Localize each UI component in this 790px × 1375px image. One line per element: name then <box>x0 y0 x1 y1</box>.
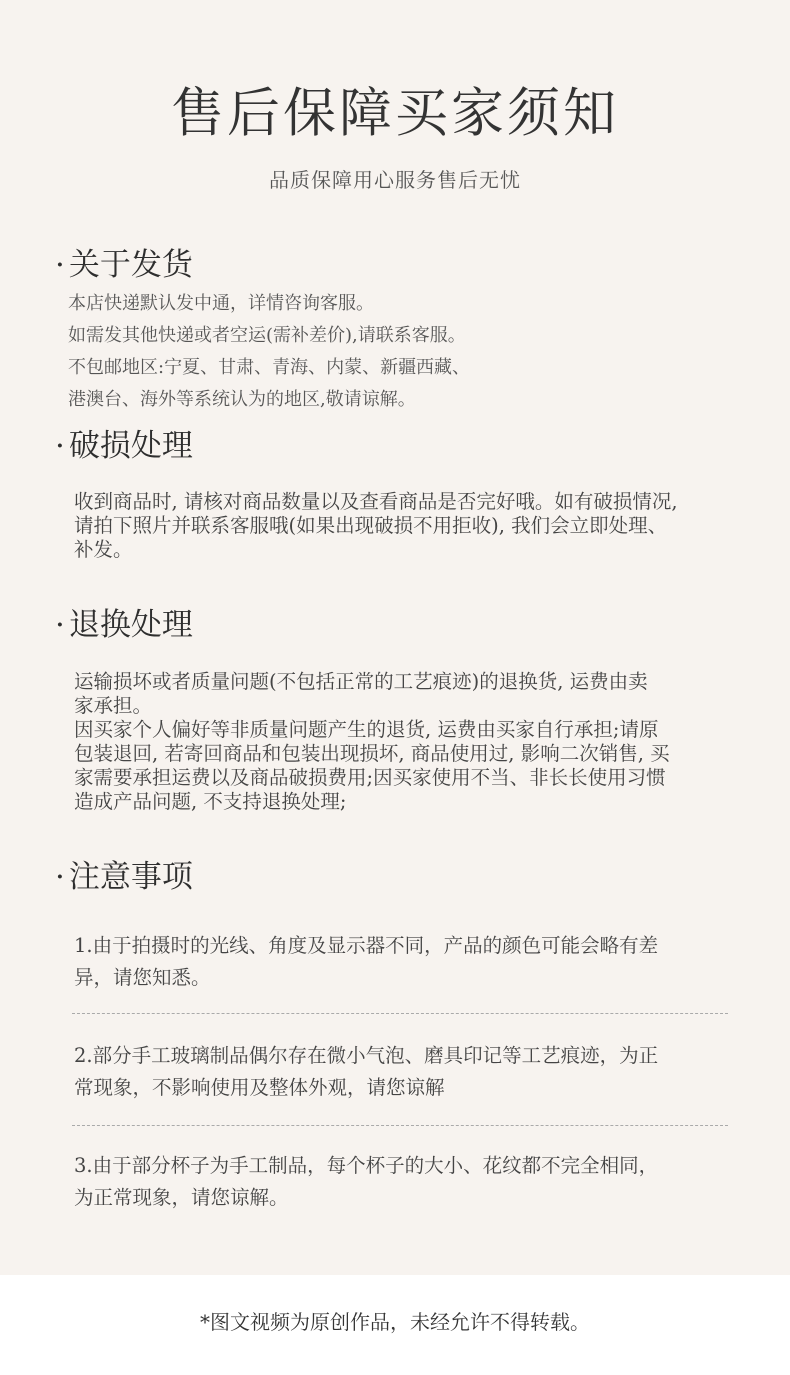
bullet-dot: · <box>55 859 65 895</box>
returns-line: 家承担。 <box>74 694 153 717</box>
note-item-2 <box>74 1040 658 1104</box>
damage-text <box>74 490 678 562</box>
bullet-dot: · <box>55 428 65 464</box>
damage-line: 收到商品时, 请核对商品数量以及查看商品是否完好哦。如有破损情况, <box>74 490 678 513</box>
damage-line: 补发。 <box>74 538 133 561</box>
note-line: 异，请您知悉。 <box>74 966 211 989</box>
section-heading-notes: · 注意事项 <box>55 859 193 895</box>
note-line: 2.部分手工玻璃制品偶尔存在微小气泡、磨具印记等工艺痕迹，为正 <box>74 1044 659 1067</box>
shipping-line: 不包邮地区:宁夏、甘肃、青海、内蒙、新疆西藏、 <box>68 357 471 378</box>
returns-line: 因买家个人偏好等非质量问题产生的退货, 运费由买家自行承担;请原 <box>74 718 659 741</box>
shipping-line: 如需发其他快递或者空运(需补差价),请联系客服。 <box>68 325 466 346</box>
divider <box>72 1125 728 1126</box>
copyright-note: *图文视频为原创作品，未经允许不得转载。 <box>200 1310 590 1334</box>
note-item-3 <box>74 1150 658 1214</box>
section-heading-shipping: · 关于发货 <box>55 247 193 283</box>
note-line: 为正常现象，请您谅解。 <box>74 1186 289 1209</box>
returns-text <box>74 670 670 814</box>
note-line: 3.由于部分杯子为手工制品，每个杯子的大小、花纹都不完全相同， <box>74 1154 659 1177</box>
returns-line: 运输损坏或者质量问题(不包括正常的工艺痕迹)的退换货, 运费由卖 <box>74 670 648 693</box>
section-heading-returns: · 退换处理 <box>55 607 193 643</box>
note-line: 常现象，不影响使用及整体外观，请您谅解 <box>74 1076 445 1099</box>
page-subtitle: 品质保障用心服务售后无忧 <box>269 168 521 192</box>
bullet-dot: · <box>55 247 65 283</box>
damage-line: 请拍下照片并联系客服哦(如果出现破损不用拒收), 我们会立即处理、 <box>74 514 668 537</box>
returns-line: 家需要承担运费以及商品破损费用;因买家使用不当、非长长使用习惯 <box>74 766 666 789</box>
section-heading-damage: · 破损处理 <box>55 428 193 464</box>
page-title: 售后保障买家须知 <box>171 83 619 144</box>
shipping-line: 本店快递默认发中通，详情咨询客服。 <box>68 293 374 314</box>
shipping-line: 港澳台、海外等系统认为的地区,敬请谅解。 <box>68 389 416 410</box>
shipping-text <box>68 288 470 416</box>
note-line: 1.由于拍摄时的光线、角度及显示器不同，产品的颜色可能会略有差 <box>74 934 659 957</box>
note-item-1 <box>74 930 658 994</box>
bullet-dot: · <box>55 607 65 643</box>
divider <box>72 1013 728 1014</box>
returns-line: 包装退回, 若寄回商品和包装出现损坏, 商品使用过, 影响二次销售, 买 <box>74 742 670 765</box>
returns-line: 造成产品问题, 不支持退换处理; <box>74 790 347 813</box>
